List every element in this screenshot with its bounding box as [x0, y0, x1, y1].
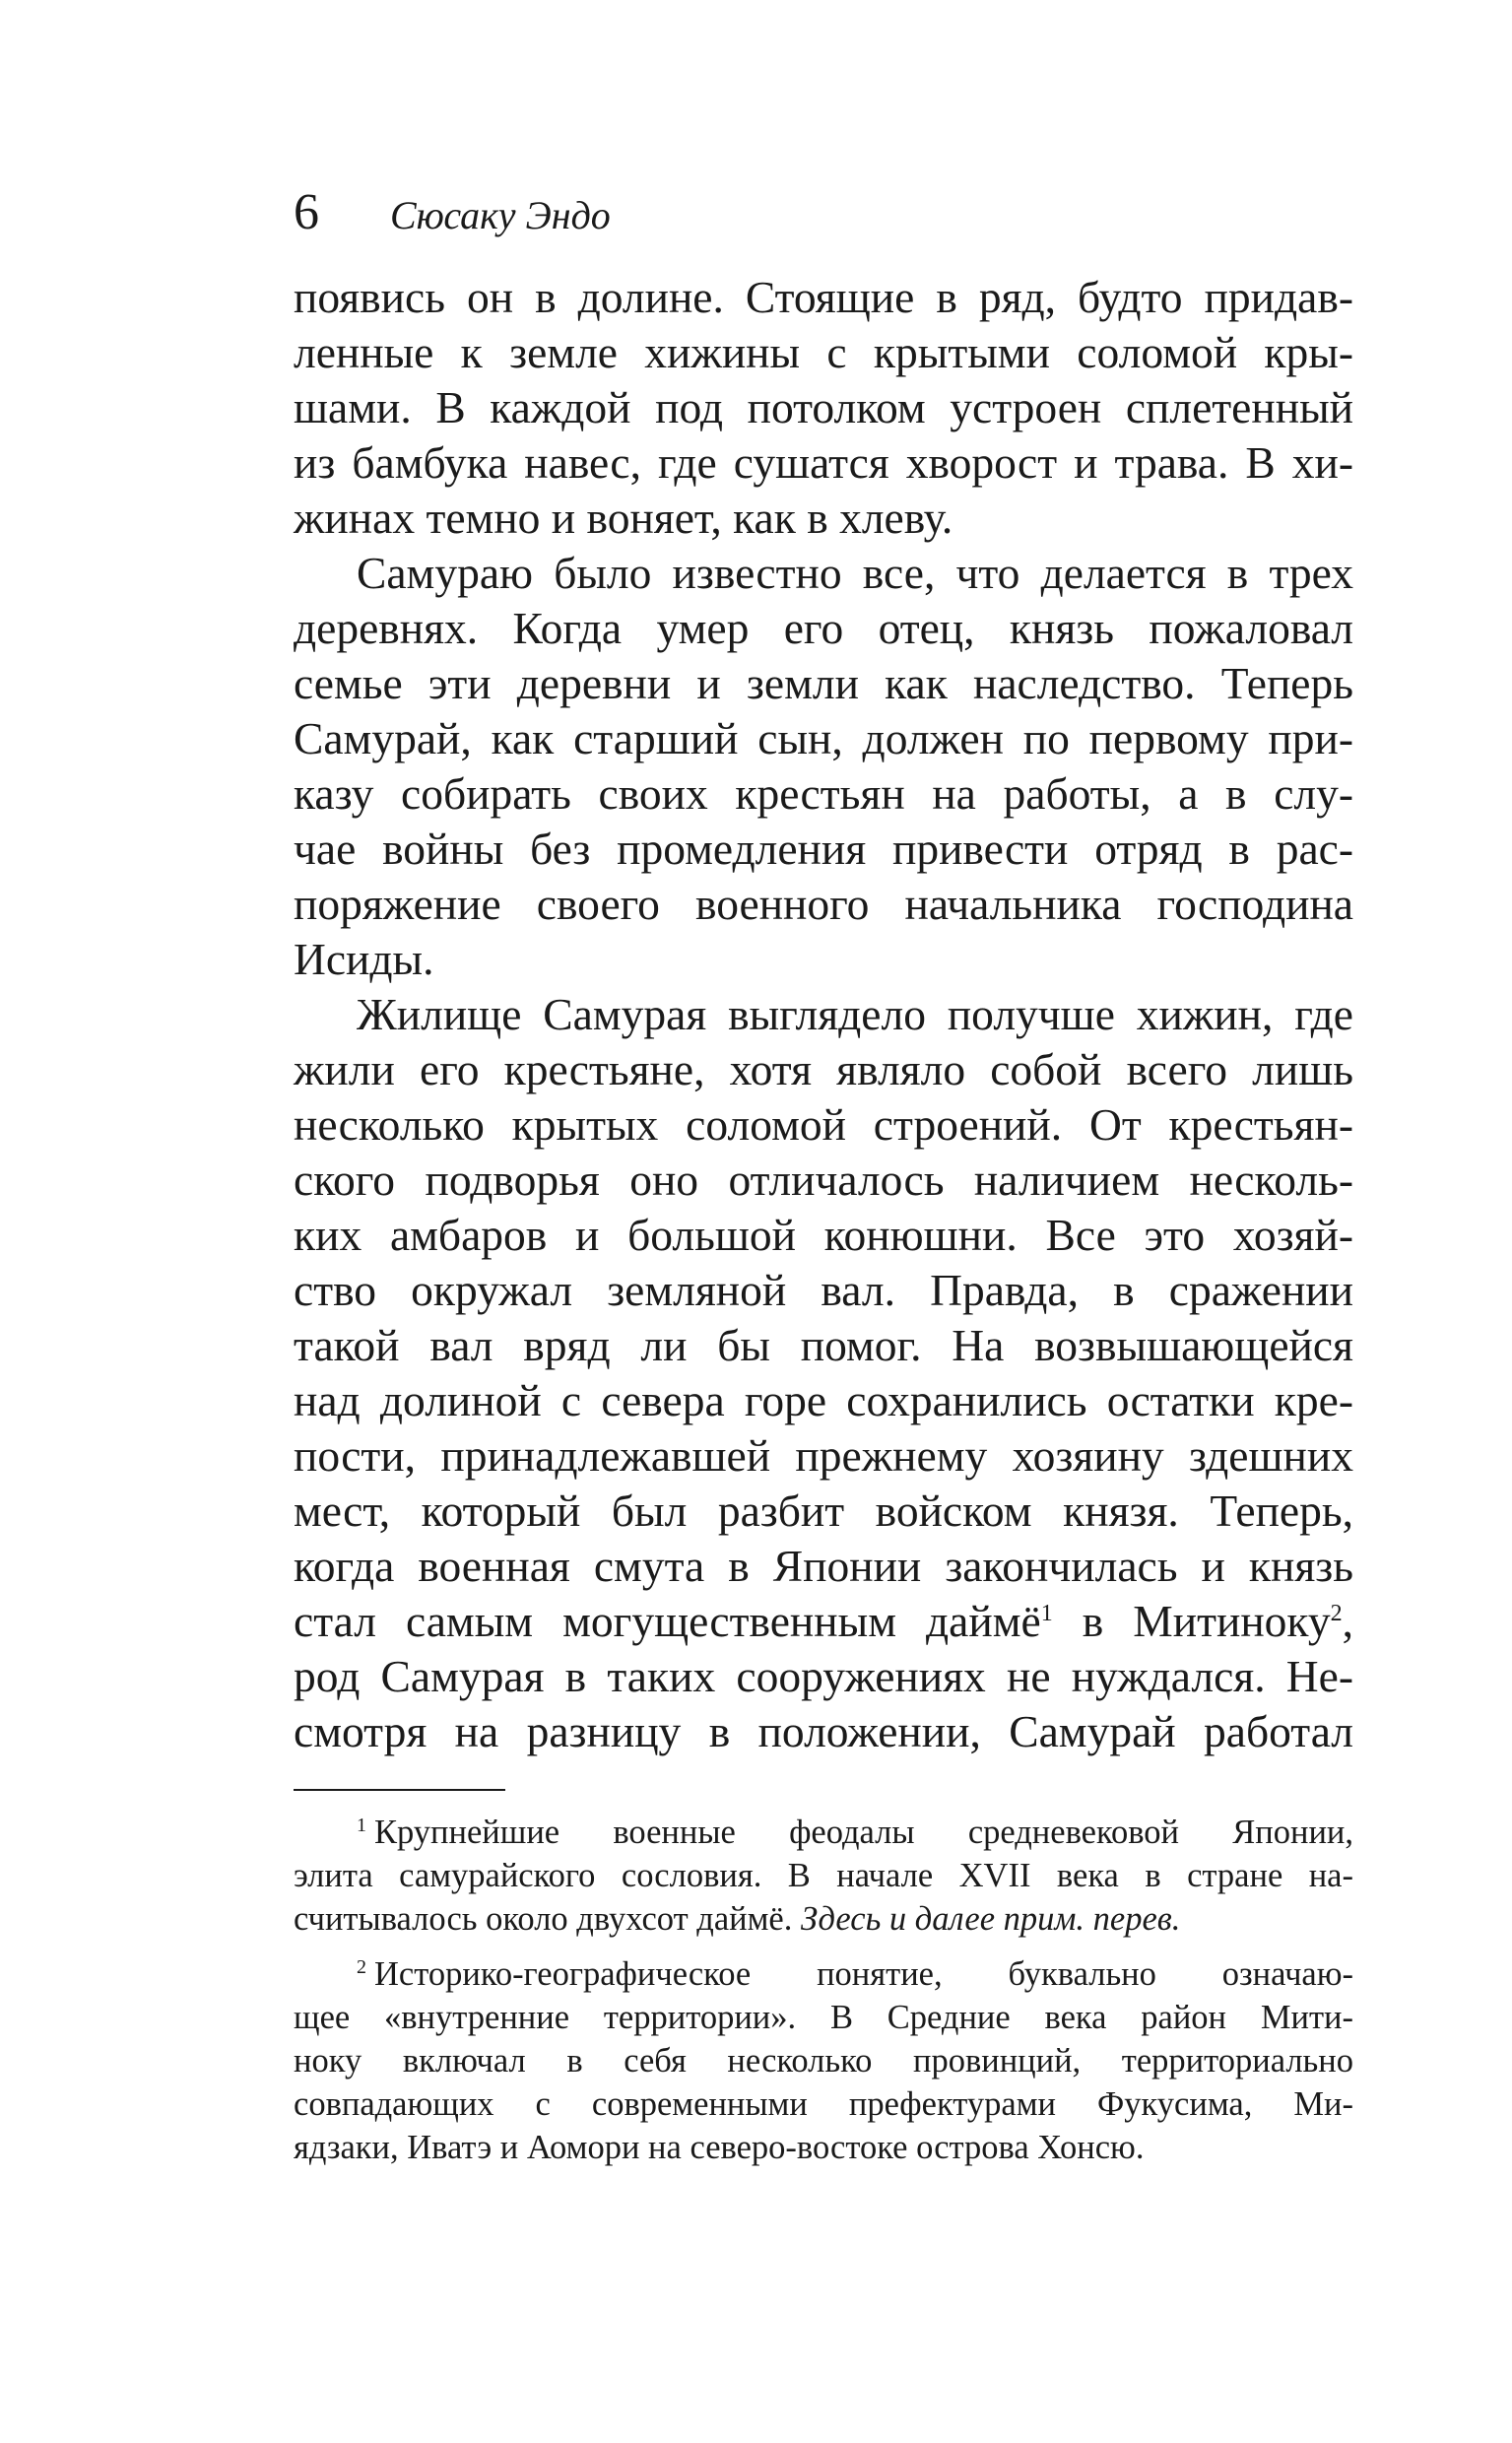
text-line: из бамбука навес, где сушатся хворост и трава. В хи- — [294, 437, 1353, 488]
text-line: жинах темно и воняет, как в хлеву. — [294, 493, 953, 543]
footnote-mark: 2 — [357, 1955, 366, 1978]
text-line-with-footnote-refs — [294, 1594, 1353, 1649]
footnote-line — [294, 1897, 1353, 1941]
text-line: пости, принадлежавшей прежнему хозяину здешних — [294, 1430, 1353, 1481]
text-line: жили его крестьяне, хотя являло собой всего лишь — [294, 1044, 1353, 1094]
footnote-1 — [294, 1811, 1353, 1941]
footnote-line — [294, 1811, 1353, 1854]
text-line: ского подворья оно отличалось наличием несколь- — [294, 1155, 1353, 1205]
footnote-line: элита самурайского сословия. В начале XVII века в стране на- — [294, 1857, 1353, 1894]
footnotes — [294, 1811, 1353, 2169]
text-line: над долиной с севера горе сохранились остатки кре- — [294, 1375, 1353, 1425]
text-line: Самураю было известно все, что делается в трех — [357, 548, 1353, 598]
text-line: деревнях. Когда умер его отец, князь пожаловал — [294, 603, 1353, 653]
body-text — [294, 270, 1353, 1759]
text-line: несколько крытых соломой строений. От крестьян- — [294, 1099, 1353, 1150]
paragraph-3 — [294, 987, 1353, 1759]
text-line: казу собирать своих крестьян на работы, а в слу- — [294, 768, 1353, 819]
translator-note: Здесь и далее прим. перев. — [801, 1900, 1181, 1938]
text-line: ленные к земле хижины с крытыми соломой кры- — [294, 327, 1353, 377]
text-line: Самурай, как старший сын, должен по первому при- — [294, 713, 1353, 763]
text-line: чае войны без промедления привести отряд в рас- — [294, 824, 1353, 874]
text-line: род Самурая в таких сооружениях не нуждался. Не- — [294, 1651, 1353, 1701]
book-page — [294, 184, 1354, 2181]
text-line: Жилище Самурая выглядело получше хижин, где — [357, 989, 1353, 1039]
text-line: ство окружал земляной вал. Правда, в сражении — [294, 1265, 1353, 1315]
footnote-2 — [294, 1952, 1353, 2169]
text-line: смотря на разницу в положении, Самурай работал — [294, 1706, 1353, 1756]
footnote-text: считывалось около двухсот даймё. — [294, 1900, 801, 1938]
text-fragment: , — [1342, 1596, 1354, 1646]
text-fragment: стал самым могущественным даймё — [294, 1596, 1041, 1646]
footnote-ref-2[interactable]: 2 — [1330, 1600, 1343, 1626]
paragraph-1 — [294, 270, 1353, 546]
text-line: шами. В каждой под потолком устроен сплетенный — [294, 382, 1353, 432]
footnote-text: Крупнейшие военные феодалы средневековой Японии, — [374, 1814, 1353, 1851]
footnote-text: Историко-географическое понятие, буквально означаю- — [374, 1955, 1353, 1993]
footnote-line: ноку включал в себя несколько провинций, территориально — [294, 2042, 1353, 2080]
footnote-ref-1[interactable]: 1 — [1040, 1600, 1053, 1626]
text-line: мест, который был разбит войском князя. Теперь, — [294, 1486, 1353, 1536]
footnote-line: совпадающих с современными префектурами Фукусима, Ми- — [294, 2085, 1353, 2123]
text-line: поряжение своего военного начальника господина — [294, 879, 1353, 929]
text-fragment: в Митиноку — [1052, 1596, 1331, 1646]
page-number: 6 — [294, 184, 319, 240]
text-line: семье эти деревни и земли как наследство. Теперь — [294, 658, 1353, 708]
footnote-line: ядзаки, Иватэ и Аомори на северо-востоке острова Хонсю. — [294, 2129, 1145, 2166]
text-line: Исиды. — [294, 934, 434, 984]
footnote-line: щее «внутренние территории». В Средние века район Мити- — [294, 1999, 1353, 2036]
running-head — [294, 184, 1353, 262]
text-line: ких амбаров и большой конюшни. Все это хозяй- — [294, 1210, 1353, 1260]
running-title: Сюсаку Эндо — [390, 193, 611, 237]
footnote-mark: 1 — [357, 1814, 366, 1836]
footnote-line — [294, 1952, 1353, 1996]
footnote-separator — [294, 1789, 505, 1791]
text-line: такой вал вряд ли бы помог. На возвышающейся — [294, 1320, 1353, 1370]
text-line: появись он в долине. Стоящие в ряд, будто придав- — [294, 272, 1353, 322]
paragraph-2 — [294, 546, 1353, 987]
text-line: когда военная смута в Японии закончилась и князь — [294, 1541, 1353, 1591]
